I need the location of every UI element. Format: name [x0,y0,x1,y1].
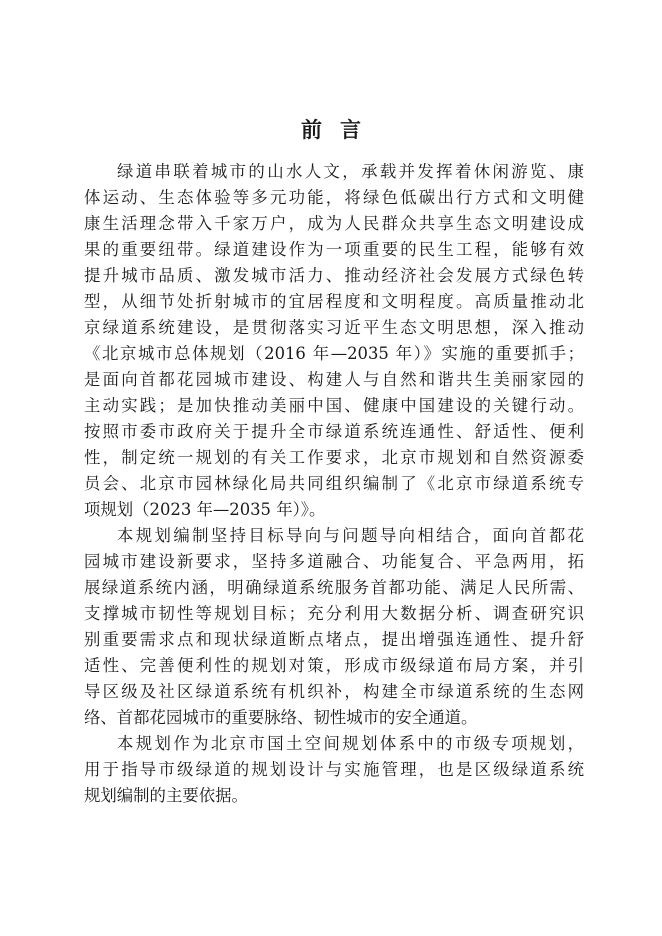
text-line: 绿道串联着城市的山水人文，承载并发挥着休闲游览、康 [117,162,584,181]
paragraph-3 [84,731,584,809]
text-line: 络、首都花园城市的重要脉络、韧性城市的安全通道。 [84,708,478,727]
text-line: 适性、完善便利性的规划对策，形成市级绿道布局方案，并引 [84,656,584,675]
text-line: 京绿道系统建设，是贯彻落实习近平生态文明思想，深入推动 [84,318,584,337]
text-line: 本规划作为北京市国土空间规划体系中的市级专项规划， [117,734,584,753]
text-line: 主动实践；是加快推动美丽中国、健康中国建设的关键行动。 [84,396,584,415]
text-line: 别重要需求点和现状绿道断点堵点，提出增强连通性、提升舒 [84,630,584,649]
text-line: 是面向首都花园城市建设、构建人与自然和谐共生美丽家园的 [84,370,584,389]
paragraph-2 [84,523,584,731]
text-line: 果的重要纽带。绿道建设作为一项重要的民生工程，能够有效 [84,240,584,259]
document-body [84,159,584,809]
text-line: 本规划编制坚持目标导向与问题导向相结合，面向首都花 [117,526,584,545]
text-line: 项规划（2023 年—2035 年）》。 [84,500,326,519]
text-line: 性，制定统一规划的有关工作要求，北京市规划和自然资源委 [84,448,584,467]
paragraph-1 [84,159,584,523]
page-title: 前言 [301,118,379,142]
text-line: 导区级及社区绿道系统有机织补，构建全市绿道系统的生态网 [84,682,584,701]
text-line: 园城市建设新要求，坚持多道融合、功能复合、平急两用，拓 [84,552,584,571]
text-line: 员会、北京市园林绿化局共同组织编制了《北京市绿道系统专 [84,474,584,493]
text-line: 康生活理念带入千家万户，成为人民群众共享生态文明建设成 [84,214,584,233]
text-line: 《北京城市总体规划（2016 年—2035 年）》实施的重要抓手； [84,344,584,363]
text-line: 型，从细节处折射城市的宜居程度和文明程度。高质量推动北 [84,292,584,311]
text-line: 支撑城市韧性等规划目标；充分利用大数据分析、调查研究识 [84,604,584,623]
text-line: 用于指导市级绿道的规划设计与实施管理，也是区级绿道系统 [84,760,584,779]
text-line: 提升城市品质、激发城市活力、推动经济社会发展方式绿色转 [84,266,584,285]
text-line: 按照市委市政府关于提升全市绿道系统连通性、舒适性、便利 [84,422,584,441]
text-line: 体运动、生态体验等多元功能，将绿色低碳出行方式和文明健 [84,188,584,207]
text-line: 展绿道系统内涵，明确绿道系统服务首都功能、满足人民所需、 [84,578,584,597]
text-line: 规划编制的主要依据。 [84,786,248,805]
